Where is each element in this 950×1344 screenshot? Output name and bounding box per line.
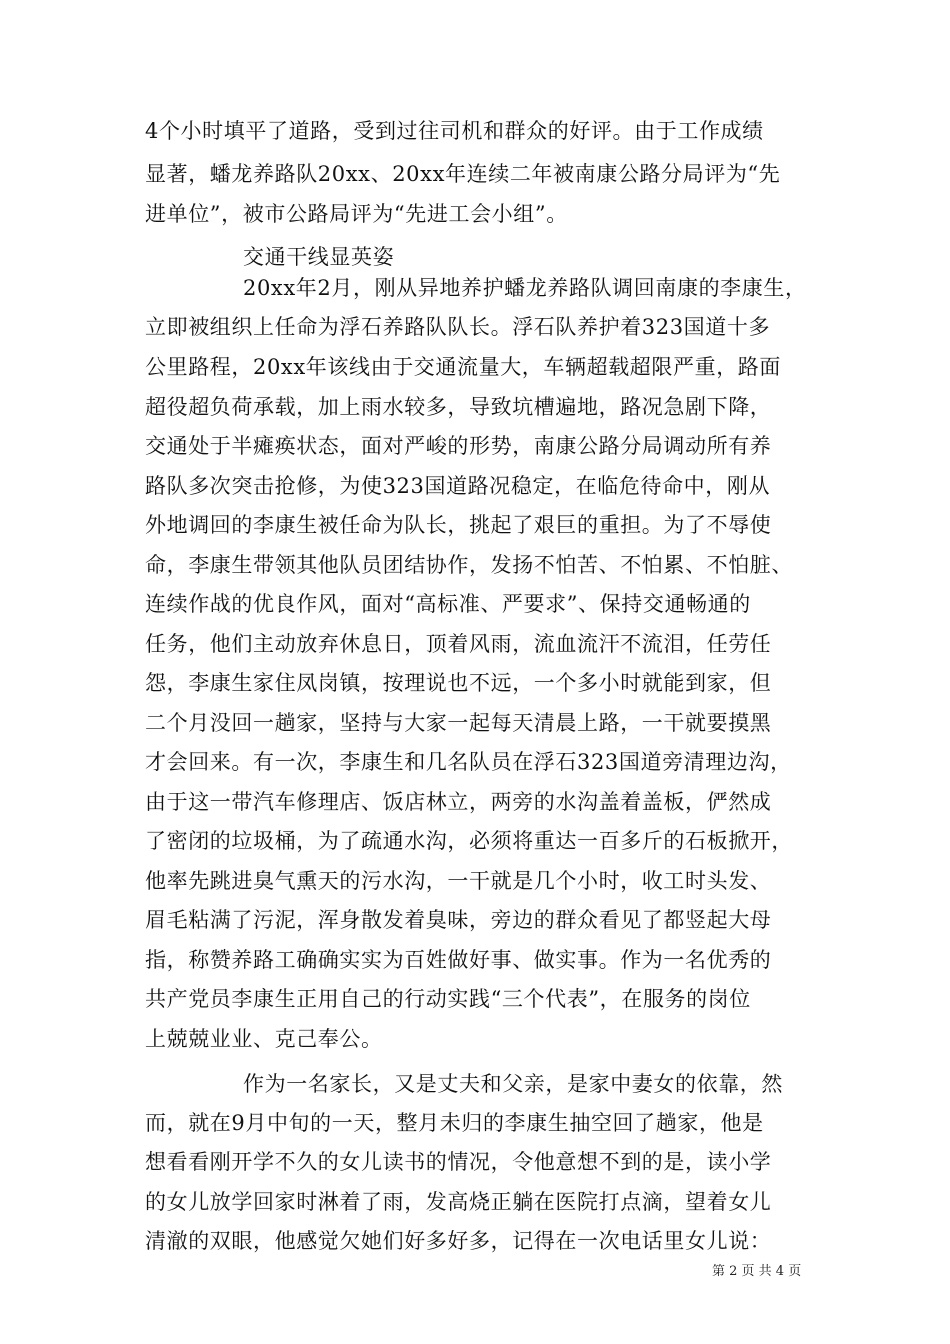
text-line: 的女儿放学回家时淋着了雨，发高烧正躺在医院打点滴，望着女儿 <box>145 1190 772 1214</box>
text-line: 超役超负荷承载，加上雨水较多，导致坑槽遍地，路况急剧下降， <box>145 395 772 419</box>
text-line: 由于这一带汽车修理店、饭店林立，两旁的水沟盖着盖板，俨然成 <box>145 790 772 814</box>
text-line: 命，李康生带领其他队员团结协作，发扬不怕苦、不怕累、不怕脏、 <box>145 553 793 577</box>
text-line: 路队多次突击抢修，为使323国道路况稳定，在临危待命中，刚从 <box>145 474 771 498</box>
text-line: 4个小时填平了道路，受到过往司机和群众的好评。由于工作成绩 <box>145 119 764 143</box>
text-line: 进单位”，被市公路局评为“先进工会小组”。 <box>145 202 568 226</box>
text-line: 才会回来。有一次，李康生和几名队员在浮石323国道旁清理边沟， <box>145 750 792 774</box>
text-line: 立即被组织上任命为浮石养路队队长。浮石队养护着323国道十多 <box>145 315 771 339</box>
text-line: 怨，李康生家住凤岗镇，按理说也不远，一个多小时就能到家，但 <box>145 671 772 695</box>
text-line: 清澈的双眼，他感觉欠她们好多好多，记得在一次电话里女儿说： <box>145 1229 772 1253</box>
text-line: 任务，他们主动放弃休息日，顶着风雨，流血流汗不流泪，任劳任 <box>145 632 772 656</box>
text-line: 作为一名家长，又是丈夫和父亲，是家中妻女的依靠，然 <box>243 1072 783 1096</box>
text-line: 了密闭的垃圾桶，为了疏通水沟，必须将重达一百多斤的石板掀开， <box>145 829 793 853</box>
text-line: 他率先跳进臭气熏天的污水沟，一干就是几个小时，收工时头发、 <box>145 869 772 893</box>
text-line: 二个月没回一趟家，坚持与大家一起每天清晨上路，一干就要摸黑 <box>145 711 772 735</box>
text-line: 眉毛粘满了污泥，浑身散发着臭味，旁边的群众看见了都竖起大母 <box>145 908 772 932</box>
text-line: 共产党员李康生正用自己的行动实践“三个代表”，在服务的岗位 <box>145 987 751 1011</box>
text-line: 上兢兢业业、克己奉公。 <box>145 1027 383 1051</box>
text-line: 指，称赞养路工确确实实为百姓做好事、做实事。作为一名优秀的 <box>145 948 772 972</box>
text-line: 想看看刚开学不久的女儿读书的情况，令他意想不到的是，读小学 <box>145 1150 772 1174</box>
text-line: 20xx年2月，刚从异地养护蟠龙养路队调回南康的李康生， <box>243 276 807 300</box>
text-line: 外地调回的李康生被任命为队长，挑起了艰巨的重担。为了不辱使 <box>145 513 772 537</box>
section-heading: 交通干线显英姿 <box>243 245 395 269</box>
text-line: 公里路程，20xx年该线由于交通流量大，车辆超载超限严重，路面 <box>145 355 782 379</box>
text-line: 显著，蟠龙养路队20xx、20xx年连续二年被南康公路分局评为“先 <box>145 162 781 186</box>
page-number: 第 2 页 共 4 页 <box>712 1264 802 1279</box>
text-line: 而，就在9月中旬的一天，整月未归的李康生抽空回了趟家，他是 <box>145 1111 764 1135</box>
text-line: 连续作战的优良作风，面对“高标准、严要求”、保持交通畅通的 <box>145 592 751 616</box>
text-line: 交通处于半瘫痪状态，面对严峻的形势，南康公路分局调动所有养 <box>145 434 772 458</box>
